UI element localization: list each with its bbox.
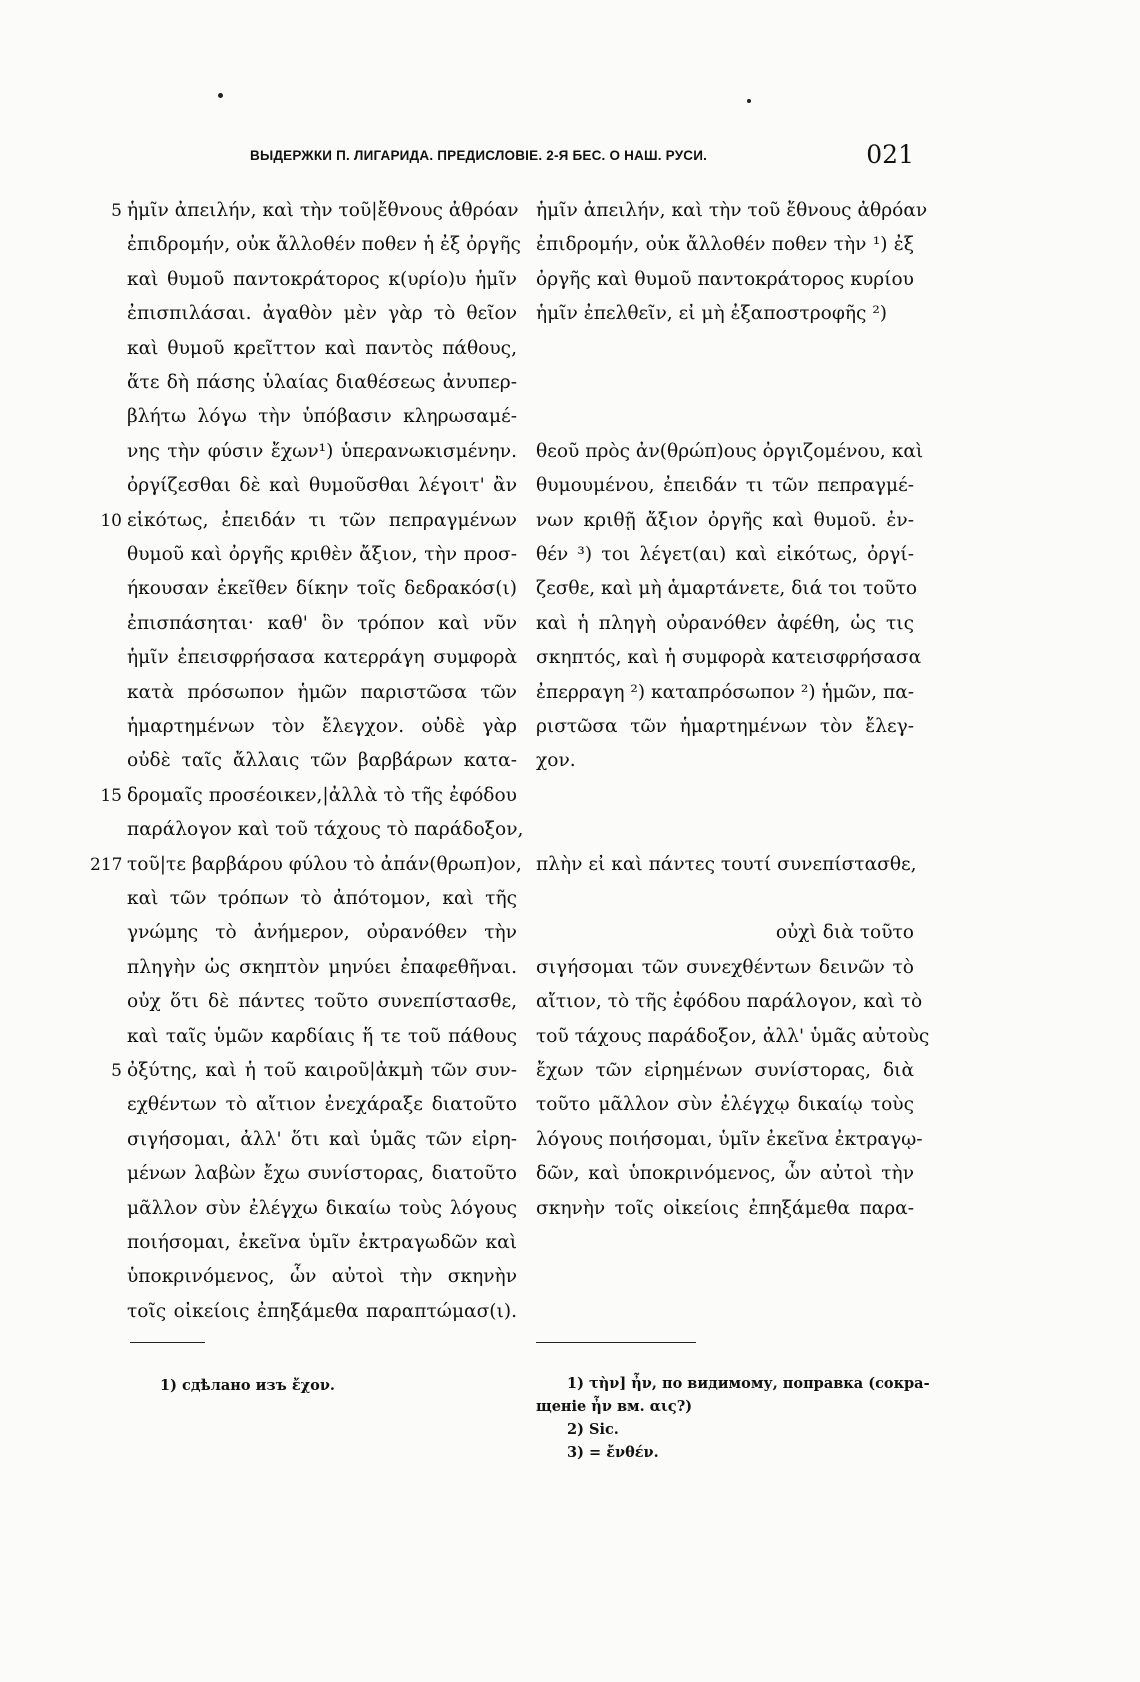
text-line: καὶ ἡ πληγὴ οὐρανόθεν ἀφέθη, ὡς τις bbox=[536, 612, 914, 634]
text-line: πλὴν εἰ καὶ πάντες τουτί συνεπίστασθε, bbox=[536, 853, 917, 875]
text-line: σκηνὴν τοῖς οἰκείοις ἐπηξάμεθα παρα- bbox=[536, 1197, 914, 1219]
text-line: καὶ τῶν τρόπων τὸ ἀπότομον, καὶ τῆς bbox=[127, 888, 517, 909]
text-line: χον. bbox=[536, 750, 576, 772]
text-line: αἴτιον, τὸ τῆς ἐφόδου παράλογον, καὶ τὸ bbox=[536, 991, 923, 1013]
text-line: ἐπιδρομήν, οὐκ ἄλλοθέν ποθεν τὴν ¹) ἐξ bbox=[536, 234, 914, 256]
text-line: καὶ ταῖς ὑμῶν καρδίαις ἥ τε τοῦ πάθους bbox=[127, 1025, 517, 1047]
text-line: νων κριθῇ ἄξιον ὀργῆς καὶ θυμοῦ. ἐν- bbox=[536, 509, 914, 531]
text-line: ριστῶσα τῶν ἡμαρτημένων τὸν ἔλεγ- bbox=[536, 716, 914, 737]
text-line: οὐχὶ διὰ τοῦτο bbox=[775, 922, 914, 944]
text-line: βλήτω λόγω τὴν ὑπόβασιν κληρωσαμέ- bbox=[127, 406, 517, 428]
text-line: παράλογον καὶ τοῦ τάχους τὸ παράδοξον, bbox=[127, 819, 524, 841]
text-line: σκηπτός, καὶ ἡ συμφορὰ κατεισφρήσασα bbox=[536, 647, 922, 669]
text-line: καὶ θυμοῦ παντοκράτορος κ(υρίο)υ ἡμῖν bbox=[127, 268, 517, 290]
text-line: τοῦ τάχους παράδοξον, ἀλλ' ὑμᾶς αὐτοὺς bbox=[536, 1025, 930, 1047]
text-line: γνώμης τὸ ἀνήμερον, οὐρανόθεν τὴν bbox=[127, 922, 517, 944]
text-line: ὀργῆς καὶ θυμοῦ παντοκράτορος κυρίου bbox=[536, 268, 914, 290]
line-number: 15 bbox=[100, 785, 122, 806]
text-line: εἰκότως, ἐπειδάν τι τῶν πεπραγμένων bbox=[127, 509, 517, 531]
text-line: ἐπερραγη ²) καταπρόσωπον ²) ἡμῶν, πα- bbox=[536, 681, 915, 703]
text-line: τοῦ|τε βαρβάρου φύλου τὸ ἀπάν(θρωπ)ον, bbox=[127, 853, 522, 875]
text-line: θεοῦ πρὸς ἀν(θρώπ)ους ὀργιζομένου, καὶ bbox=[536, 440, 924, 462]
footnote-right-line: 3) = ἔνθέν. bbox=[567, 1444, 659, 1461]
running-title: ВЫДЕРЖКИ П. ЛИГАРИДА. ПРЕДИСЛОВІЕ. 2-Я БЕС. О НАШ. РУСИ. bbox=[250, 148, 708, 163]
page-header bbox=[250, 140, 914, 180]
text-line: δρομαῖς προσέοικεν,|ἀλλὰ τὸ τῆς ἐφόδου bbox=[127, 784, 517, 806]
page-number: 021 bbox=[866, 140, 914, 169]
text-line: θέν ³) τοι λέγετ(αι) καὶ εἰκότως, ὀργί- bbox=[536, 544, 914, 565]
text-line: λόγους ποιήσομαι, ὑμῖν ἐκεῖνα ἐκτραγῳ- bbox=[536, 1128, 923, 1150]
text-line: ὀργίζεσθαι δὲ καὶ θυμοῦσθαι λέγοιτ' ἂν bbox=[127, 475, 517, 497]
text-line: σιγήσομαι, ἀλλ' ὅτι καὶ ὑμᾶς τῶν εἰρη- bbox=[127, 1128, 517, 1150]
line-number: 5 bbox=[111, 201, 122, 221]
footnote-right-line: 2) Sic. bbox=[567, 1421, 619, 1438]
text-line: ἡμῖν ἀπειλήν, καὶ τὴν τοῦ ἔθνους ἀθρόαν bbox=[536, 200, 928, 221]
text-line: θυμουμένου, ἐπειδάν τι τῶν πεπραγμέ- bbox=[536, 475, 914, 497]
footnote-rule-left bbox=[130, 1342, 205, 1343]
text-line: μᾶλλον σὺν ἐλέγχω δικαίω τοὺς λόγους bbox=[127, 1197, 517, 1219]
line-number: 5 bbox=[111, 1061, 122, 1081]
footnote-rule-right bbox=[536, 1342, 696, 1343]
text-line: ὀξύτης, καὶ ἡ τοῦ καιροῦ|ἀκμὴ τῶν συν- bbox=[127, 1060, 517, 1081]
text-line: θυμοῦ καὶ ὀργῆς κριθὲν ἄξιον, τὴν προσ- bbox=[127, 544, 517, 565]
footnote-right-line: щеніе ἦν вм. αις?) bbox=[536, 1398, 693, 1415]
text-line: δῶν, καὶ ὑποκρινόμενος, ὧν αὐτοὶ τὴν bbox=[536, 1163, 914, 1185]
footnote-right-line: 1) τὴν] ἦν, по видимому, поправка (сокра- bbox=[567, 1375, 930, 1392]
text-line: ἐπιδρομήν, οὐκ ἄλλοθέν ποθεν ἡ ἐξ ὀργῆς bbox=[127, 234, 521, 256]
text-line: τοῖς οἰκείοις ἐπηξάμεθα παραπτώμασ(ι). bbox=[127, 1300, 517, 1322]
text-line: ποιήσομαι, ἐκεῖνα ὑμῖν ἐκτραγωδῶν καὶ bbox=[127, 1232, 517, 1253]
text-line: ἐπισπάσηται· καθ' ὃν τρόπον καὶ νῦν bbox=[127, 612, 517, 634]
text-line: καὶ θυμοῦ κρεῖττον καὶ παντὸς πάθους, bbox=[127, 337, 517, 359]
line-number: 217 bbox=[90, 854, 123, 875]
text-line: ἡμῖν ἀπειλήν, καὶ τὴν τοῦ|ἔθνους ἀθρόαν bbox=[127, 200, 519, 221]
text-line: ἔχων τῶν εἰρημένων συνίστορας, διὰ bbox=[536, 1060, 914, 1081]
text-line: ζεσθε, καὶ μὴ ἁμαρτάνετε, διά τοι τοῦτο bbox=[536, 578, 918, 600]
text-line: νης τὴν φύσιν ἔχων¹) ὑπερανωκισμένην. bbox=[127, 440, 517, 462]
line-number: 10 bbox=[100, 510, 122, 531]
stray-dot bbox=[218, 93, 223, 98]
stray-dot bbox=[747, 99, 751, 103]
text-line: ἡμαρτημένων τὸν ἔλεγχον. οὐδὲ γὰρ bbox=[127, 716, 517, 737]
text-line: ἡμῖν ἐπελθεῖν, εἰ μὴ ἐξαποστροφῆς ²) bbox=[536, 303, 888, 325]
text-line: ἐπισπιλάσαι. ἀγαθὸν μὲν γὰρ τὸ θεῖον bbox=[127, 303, 517, 325]
text-line: εχθέντων τὸ αἴτιον ἐνεχάραξε διατοῦτο bbox=[127, 1094, 517, 1116]
text-line: σιγήσομαι τῶν συνεχθέντων δεινῶν τὸ bbox=[536, 956, 914, 978]
text-line: οὐδὲ ταῖς ἄλλαις τῶν βαρβάρων κατα- bbox=[127, 750, 517, 772]
text-line: οὐχ ὅτι δὲ πάντες τοῦτο συνεπίστασθε, bbox=[127, 991, 517, 1013]
footnote-left: 1) сдѣлано изъ ἔχον. bbox=[160, 1377, 335, 1394]
text-line: ἡμῖν ἐπεισφρήσασα κατερράγη συμφορὰ bbox=[127, 647, 517, 669]
text-line: μένων λαβὼν ἔχω συνίστορας, διατοῦτο bbox=[127, 1163, 517, 1185]
text-line: ὑποκρινόμενος, ὧν αὐτοὶ τὴν σκηνὴν bbox=[127, 1266, 517, 1288]
text-line: ἅτε δὴ πάσης ὑλαίας διαθέσεως ἀνυπερ- bbox=[127, 372, 517, 393]
text-line: πληγὴν ὡς σκηπτὸν μηνύει ἐπαφεθῆναι. bbox=[127, 956, 517, 978]
text-line: τοῦτο μᾶλλον σὺν ἐλέγχῳ δικαίῳ τοὺς bbox=[536, 1094, 914, 1116]
text-line: κατὰ πρόσωπον ἡμῶν παριστῶσα τῶν bbox=[127, 681, 517, 703]
text-line: ήκουσαν ἐκεῖθεν δίκην τοῖς δεδρακόσ(ι) bbox=[127, 578, 517, 600]
